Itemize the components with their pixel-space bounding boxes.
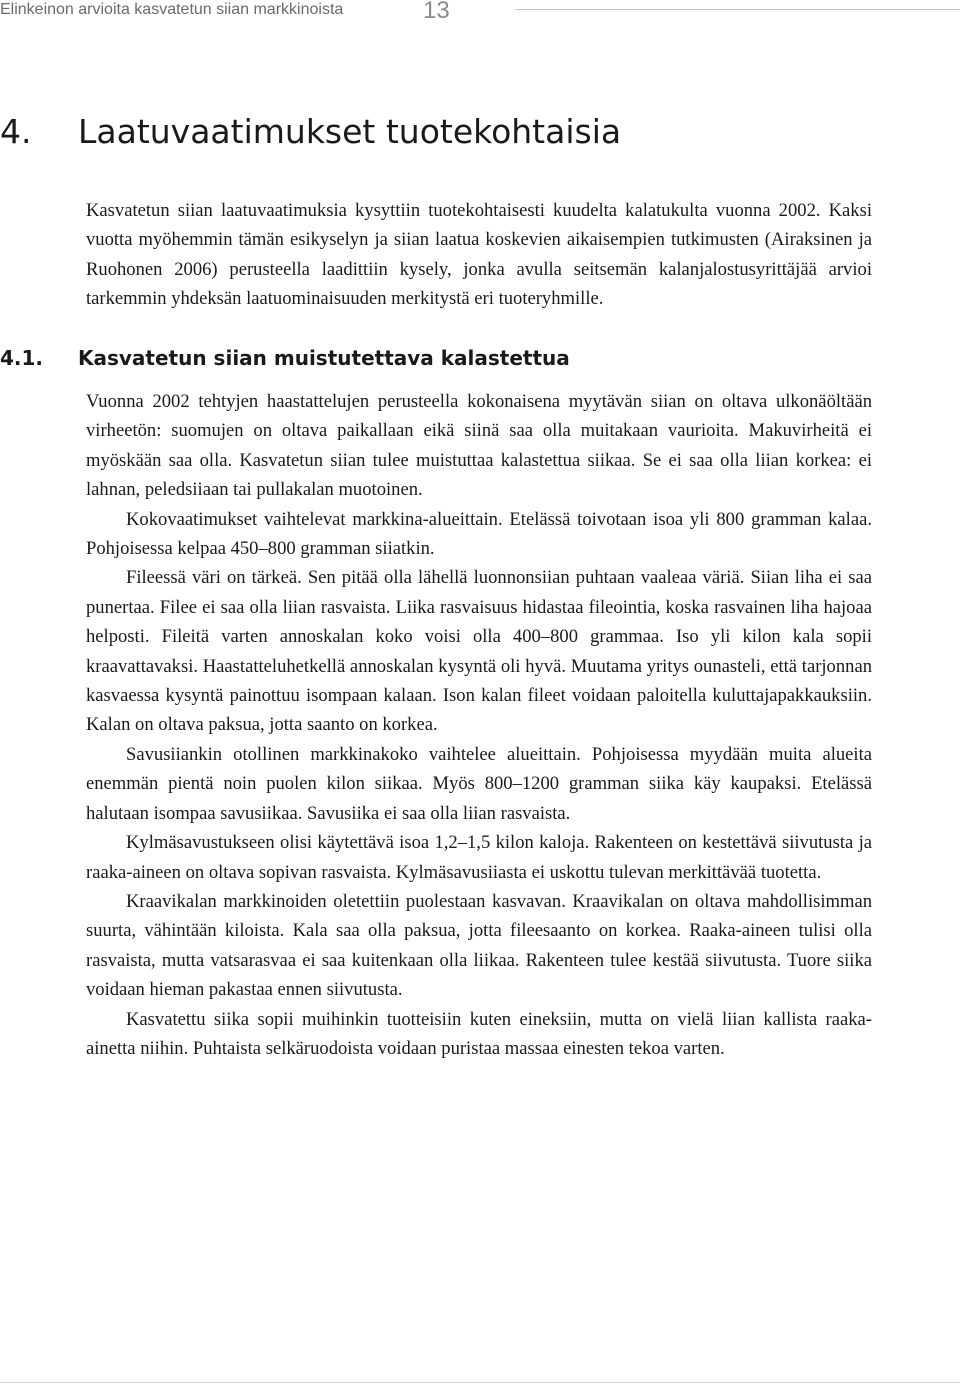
section-title: Kasvatetun siian muistutettava kalastettua [78,346,570,370]
body-paragraph: Kraavikalan markkinoiden oletettiin puolestaan kasvavan. Kraavikalan on oltava mahdollisimman suurta, vähintään kiloista. Kala saa olla paksua, jotta fileesaanto on korkea. Raaka-aineen tulisi olla rasvaista, mutta vatsarasvaa ei saa kuitenkaan olla liikaa. Rakenteen tulee kestää siivutusta. Tuore siika voidaan hieman pakastaa ennen siivutusta. [86,890,872,1001]
chapter-intro-paragraph: Kasvatetun siian laatuvaatimuksia kysyttiin tuotekohtaisesti kuudelta kalatukulta vuonna 2002. Kaksi vuotta myöhemmin tämän esikyselyn ja siian laatua koskevien aikaisempien tutkimusten (Airaksinen ja Ruohonen 2006) perusteella laadittiin kysely, jonka avulla seitsemän kalanjalostusyrittäjää arvioi tarkemmin yhdeksän laatuominaisuuden merkitystä eri tuoteryhmille. [86,200,872,310]
section-heading [0,344,570,372]
body-paragraph: Vuonna 2002 tehtyjen haastattelujen perusteella kokonaisena myytävän siian on oltava ulkonäöltään virheetön: suomujen on oltava paikallaan eikä siinä saa olla muitakaan vaurioita. Makuvirheitä ei myöskään saa olla. Kasvatetun siian tulee muistuttaa kalastettua siikaa. Se ei saa olla liian korkea: ei lahnan, peledsiiaan tai pullakalan muotoinen. [86,391,872,501]
body-paragraph: Kylmäsavustukseen olisi käytettävä isoa 1,2–1,5 kilon kaloja. Rakenteen on kestettävä siivutusta ja raaka-aineen on oltava sopivan rasvaista. Kylmäsavusiiasta ei uskottu tulevan merkittävää tuotetta. [86,832,872,883]
body-paragraph: Savusiiankin otollinen markkinakoko vaihtelee alueittain. Pohjoisessa myydään muita alueita enemmän pientä noin puolen kilon siikaa. Myös 800–1200 gramman siika käy kaupaksi. Etelässä halutaan isompaa savusiikaa. Savusiika ei saa olla liian rasvaista. [86,743,872,824]
page-number: 13 [423,0,450,24]
section-number: 4.1. [0,346,44,370]
body-paragraph: Fileessä väri on tärkeä. Sen pitää olla lähellä luonnonsiian puhtaan vaaleaa väriä. Siian liha ei saa punertaa. Filee ei saa olla liian rasvaista. Liika rasvaisuus hidastaa fileointia, koska rasvainen liha hajoaa helposti. Fileitä varten annoskalan koko voisi olla 400–800 grammaa. Iso yli kilon kala sopii kraavattavaksi. Haastatteluhetkellä annoskalan kysyntä oli hyvä. Muutama yritys ounasteli, että tarjonnan kasvaessa kysyntä painottuu isompaan kalaan. Ison kalan fileet voidaan paloitella kuluttajapakkauksiin. Kalan on oltava paksua, jotta saanto on korkea. [86,567,872,736]
chapter-heading [0,110,621,154]
chapter-title: Laatuvaatimukset tuotekohtaisia [78,112,622,151]
body-paragraph: Kokovaatimukset vaihtelevat markkina-alueittain. Etelässä toivotaan isoa yli 800 gramman kalaa. Pohjoisessa kelpaa 450–800 gramman siiatkin. [86,508,872,560]
chapter-number: 4. [0,112,32,151]
running-header [0,0,960,30]
header-rule [515,9,960,10]
bottom-rule [0,1382,960,1383]
running-title: Elinkeinon arvioita kasvatetun siian markkinoista [0,1,344,18]
body-paragraph: Kasvatettu siika sopii muihinkin tuotteisiin kuten eineksiin, mutta on vielä liian kallista raaka-ainetta niihin. Puhtaista selkäruodoista voidaan puristaa massaa einesten tekoa varten. [86,1008,872,1059]
section-body [86,387,872,1063]
